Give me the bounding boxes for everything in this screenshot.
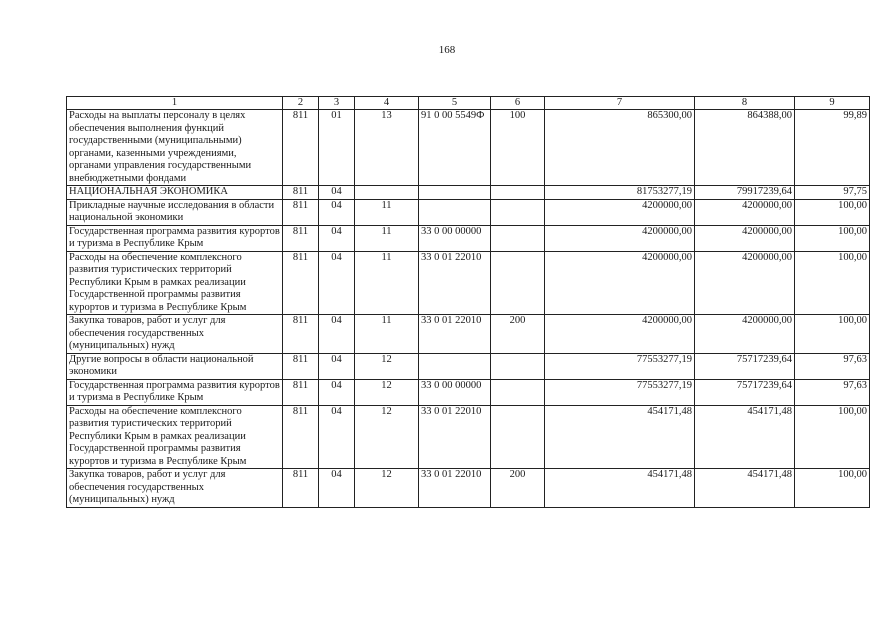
cell-fact-amount: 454171,48 [695,405,795,469]
cell-name: Расходы на выплаты персоналу в целях обеспечения выполнения функций государственными (муниципальными) органами, казенными учреждениями, органами управления государственными внебюджетными фондами [67,110,283,186]
cell-grbs: 811 [283,315,319,354]
cell-section: 04 [319,379,355,405]
table-row [67,186,870,200]
cell-percent: 100,00 [795,251,870,315]
cell-grbs: 811 [283,110,319,186]
cell-target-article [419,199,491,225]
cell-name: Прикладные научные исследования в области национальной экономики [67,199,283,225]
cell-section: 04 [319,469,355,508]
cell-plan-amount: 77553277,19 [545,379,695,405]
cell-fact-amount: 79917239,64 [695,186,795,200]
table-row [67,251,870,315]
cell-plan-amount: 4200000,00 [545,251,695,315]
cell-expense-type: 200 [491,315,545,354]
cell-target-article: 33 0 01 22010 [419,469,491,508]
cell-section: 04 [319,225,355,251]
table-row [67,315,870,354]
table-row [67,225,870,251]
cell-plan-amount: 865300,00 [545,110,695,186]
cell-section: 04 [319,186,355,200]
table-row [67,405,870,469]
header-cell-name: 1 [67,97,283,110]
cell-fact-amount: 4200000,00 [695,315,795,354]
cell-expense-type: 100 [491,110,545,186]
cell-name: Государственная программа развития курортов и туризма в Республике Крым [67,379,283,405]
header-cell-expense-type: 6 [491,97,545,110]
cell-target-article [419,353,491,379]
cell-section: 04 [319,405,355,469]
cell-grbs: 811 [283,379,319,405]
cell-percent: 100,00 [795,469,870,508]
cell-subsection [355,186,419,200]
cell-expense-type [491,199,545,225]
cell-plan-amount: 4200000,00 [545,225,695,251]
header-cell-grbs: 2 [283,97,319,110]
cell-target-article: 33 0 00 00000 [419,379,491,405]
cell-name: НАЦИОНАЛЬНАЯ ЭКОНОМИКА [67,186,283,200]
cell-subsection: 12 [355,379,419,405]
cell-fact-amount: 75717239,64 [695,379,795,405]
cell-expense-type [491,186,545,200]
table-row [67,110,870,186]
cell-subsection: 13 [355,110,419,186]
cell-expense-type [491,405,545,469]
table-header-row [67,97,870,110]
cell-fact-amount: 4200000,00 [695,225,795,251]
cell-name: Расходы на обеспечение комплексного развития туристических территорий Республики Крым в рамках реализации Государственной программы развития курортов и туризма в Республике Крым [67,251,283,315]
cell-section: 04 [319,315,355,354]
cell-subsection: 12 [355,353,419,379]
cell-percent: 100,00 [795,315,870,354]
cell-percent: 97,75 [795,186,870,200]
cell-grbs: 811 [283,405,319,469]
cell-plan-amount: 81753277,19 [545,186,695,200]
cell-name: Закупка товаров, работ и услуг для обеспечения государственных (муниципальных) нужд [67,315,283,354]
cell-fact-amount: 454171,48 [695,469,795,508]
header-cell-target-article: 5 [419,97,491,110]
cell-percent: 97,63 [795,353,870,379]
cell-grbs: 811 [283,199,319,225]
cell-percent: 100,00 [795,225,870,251]
cell-subsection: 11 [355,251,419,315]
cell-target-article: 33 0 01 22010 [419,315,491,354]
cell-expense-type [491,225,545,251]
cell-fact-amount: 75717239,64 [695,353,795,379]
cell-grbs: 811 [283,186,319,200]
cell-name: Расходы на обеспечение комплексного развития туристических территорий Республики Крым в рамках реализации Государственной программы развития курортов и туризма в Республике Крым [67,405,283,469]
cell-expense-type [491,379,545,405]
cell-subsection: 12 [355,469,419,508]
table-row [67,379,870,405]
cell-plan-amount: 77553277,19 [545,353,695,379]
cell-percent: 97,63 [795,379,870,405]
cell-section: 04 [319,251,355,315]
cell-section: 04 [319,199,355,225]
cell-plan-amount: 454171,48 [545,469,695,508]
cell-expense-type [491,251,545,315]
cell-subsection: 11 [355,225,419,251]
cell-target-article [419,186,491,200]
cell-name: Государственная программа развития курортов и туризма в Республике Крым [67,225,283,251]
budget-table [66,96,870,508]
cell-grbs: 811 [283,251,319,315]
cell-subsection: 12 [355,405,419,469]
cell-fact-amount: 864388,00 [695,110,795,186]
header-cell-percent: 9 [795,97,870,110]
cell-percent: 100,00 [795,199,870,225]
cell-name: Закупка товаров, работ и услуг для обеспечения государственных (муниципальных) нужд [67,469,283,508]
cell-percent: 99,89 [795,110,870,186]
cell-name: Другие вопросы в области национальной экономики [67,353,283,379]
cell-target-article: 91 0 00 5549Ф [419,110,491,186]
cell-target-article: 33 0 00 00000 [419,225,491,251]
cell-fact-amount: 4200000,00 [695,199,795,225]
cell-section: 04 [319,353,355,379]
cell-grbs: 811 [283,469,319,508]
cell-plan-amount: 454171,48 [545,405,695,469]
cell-plan-amount: 4200000,00 [545,199,695,225]
page-number: 168 [438,44,456,56]
header-cell-plan: 7 [545,97,695,110]
cell-subsection: 11 [355,199,419,225]
header-cell-section: 3 [319,97,355,110]
header-cell-subsection: 4 [355,97,419,110]
cell-target-article: 33 0 01 22010 [419,251,491,315]
cell-expense-type: 200 [491,469,545,508]
table-row [67,469,870,508]
cell-grbs: 811 [283,225,319,251]
cell-expense-type [491,353,545,379]
table-row [67,199,870,225]
cell-grbs: 811 [283,353,319,379]
cell-target-article: 33 0 01 22010 [419,405,491,469]
cell-section: 01 [319,110,355,186]
header-cell-fact: 8 [695,97,795,110]
cell-plan-amount: 4200000,00 [545,315,695,354]
cell-fact-amount: 4200000,00 [695,251,795,315]
cell-subsection: 11 [355,315,419,354]
cell-percent: 100,00 [795,405,870,469]
table-row [67,353,870,379]
table-body [67,110,870,508]
